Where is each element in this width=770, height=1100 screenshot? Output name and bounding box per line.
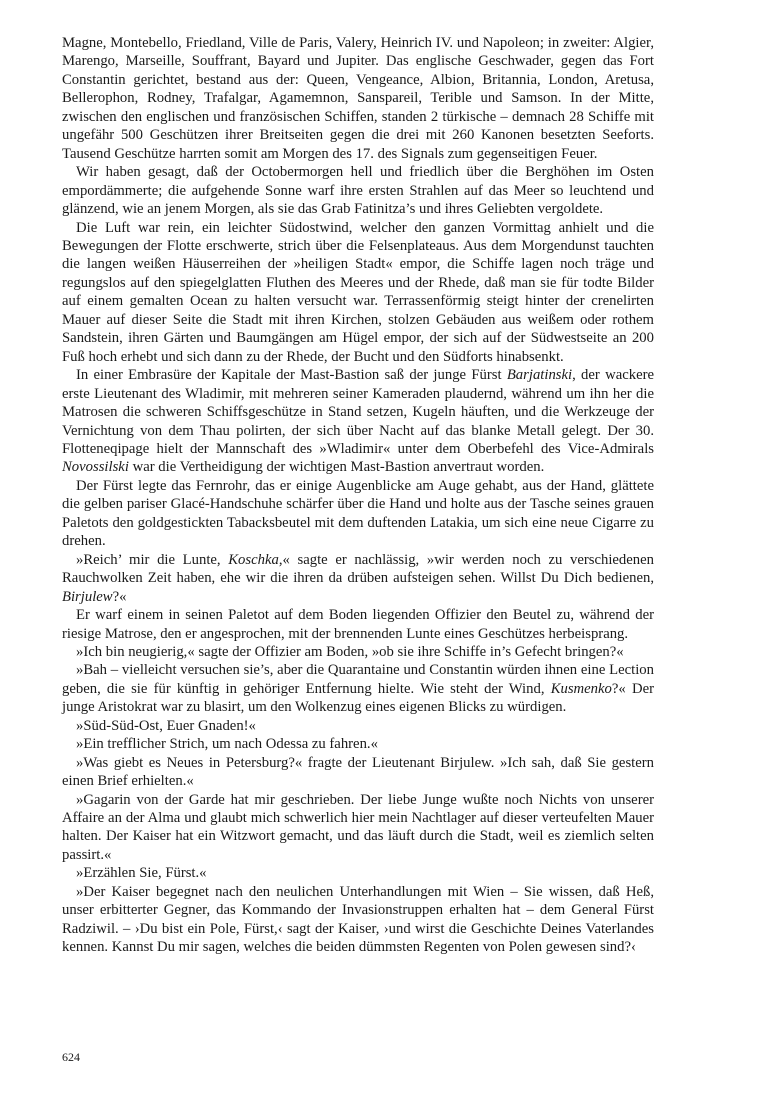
paragraph-fernrohr: Der Fürst legte das Fernrohr, das er einige Augenblicke am Auge gehabt, aus der Hand, glättete die gelben pariser Glacé-Handschuhe schärfer über die Hand und holte aus der Tasche seines grauen Paletots den goldgestickten Tabacksbeutel mit dem duftenden Latakia, um sich eine neue Cigarre zu drehen. <box>62 477 654 550</box>
text-run: ?« Der junge Aristokrat war zu blasirt, um den Wolkenzug eines eigenen Blicks zu würdigen. <box>62 680 654 716</box>
paragraph-october-morning: Wir haben gesagt, daß der Octobermorgen hell und friedlich über die Berghöhen im Osten empordämmerte; die aufgehende Sonne warf ihre ersten Strahlen auf das Meer so leuchtend und glänzend, wie an jenem Morgen, als sie das Grab Fatinitza’s und ihres Geliebten vergoldete. <box>62 164 654 218</box>
paragraph-kaiser: »Der Kaiser begegnet nach den neulichen Unterhandlungen mit Wien – Sie wissen, daß Heß, unser erbitterter Gegner, das Kommando der Invasionstruppen erhalten hat – dem General Fürst Radziwil. – ›Du bist ein Pole, Fürst,‹ sagt der Kaiser, ›und wirst die Geschichte Deines Vaterlandes kennen. Kannst Du mir sagen, welches die beiden dümmsten Regenten von Polen gewesen sind?‹ <box>62 883 654 956</box>
paragraph-mast-bastion <box>62 366 654 477</box>
paragraph-bah <box>62 661 654 716</box>
name-novossilski: Novossilski <box>62 459 129 476</box>
paragraph-lunte <box>62 551 654 606</box>
text-run: , der wackere erste Lieutenant des Wladimir, mit mehreren seiner Kameraden plaudernd, während um ihn her die Matrosen die schweren Schiffsgeschütze in Stand setzen, Kugeln häuften, und die Werkzeuge der Vernichtung von dem Thau polirten, der sich über Nacht auf das blanke Metall gelegt. Der 30. Flotteneqipage hielt der Mannschaft des »Wladimir« unter dem Oberbefehl des Vice-Admirals <box>62 367 655 457</box>
paragraph-fleet-list: Magne, Montebello, Friedland, Ville de Paris, Valery, Heinrich IV. und Napoleon; in zweiter: Algier, Marengo, Marseille, Souffrant, Bayard und Jupiter. Das englische Geschwader, gegen das Fort Constantin gerichtet, bestand aus der: Queen, Vengeance, Albion, Britannia, London, Aretusa, Bellerophon, Rodney, Trafalgar, Agamemnon, Sanspareil, Terible und Samson. In der Mitte, zwischen den englischen und französischen Schiffen, standen 2 türkische – demnach 28 Schiffe mit ungefähr 500 Geschützen ihrer Breitseiten gegen die drei mit 260 Kanonen besetzten Seeforts. Tausend Geschütze harrten somit am Morgen des 17. des Signals zum gegenseitigen Feuer. <box>62 35 654 162</box>
name-kusmenko: Kusmenko <box>550 680 612 697</box>
body-text <box>62 34 654 957</box>
text-run: ?« <box>112 588 127 605</box>
name-barjatinski: Barjatinski <box>506 367 573 384</box>
text-run: »Reich’ mir die Lunte, <box>76 551 229 568</box>
paragraph-neugierig: »Ich bin neugierig,« sagte der Offizier am Boden, »ob sie ihre Schiffe in’s Gefecht bringen?« <box>76 643 624 660</box>
name-koschka: Koschka <box>228 551 279 568</box>
paragraph-sued-sued-ost: »Süd-Süd-Ost, Euer Gnaden!« <box>76 717 256 734</box>
text-run: »Bah – vielleicht versuchen sie’s, aber die Quarantaine und Constantin würden ihnen eine Lection geben, die sie für künftig in gehöriger Entfernung hielte. Wie steht der Wind, <box>62 662 654 697</box>
paragraph-erzaehlen: »Erzählen Sie, Fürst.« <box>76 865 207 882</box>
page-content <box>62 34 654 957</box>
text-run: ,« sagte er nachlässig, »wir werden noch zu verschiedenen Rauchwolken Zeit haben, ehe wir die ihren da drüben aufsteigen sehen. Willst Du Dich bedienen, <box>62 551 654 587</box>
page-number: 624 <box>62 1050 80 1064</box>
paragraph-odessa: »Ein trefflicher Strich, um nach Odessa zu fahren.« <box>76 736 378 753</box>
paragraph-south-east-wind: Die Luft war rein, ein leichter Südostwind, welcher den ganzen Vormittag anhielt und die Bewegungen der Flotte erschwerte, strich über die Felsenplateaus. Aus dem Morgendunst tauchten die langen weißen Häuserreihen der »heiligen Stadt« empor, die Schiffe lagen noch träge und regungslos auf den spiegelglatten Fluthen des Meeres und der Rhede, daß man sie für todte Bilder auf einem gemalten Ocean zu halten versucht war. Terrassenförmig steigt hinter der crenelirten Mauer auf dieser Seite die Stadt mit ihren Kirchen, stolzen Gebäuden aus weißem oder rothem Sandstein, ihren Gärten und Baumgängen am Hügel empor, der sich auf der Südwestseite an 200 Fuß hoch erhebt und sich dann zu der Rhede, der Bucht und den Südforts hinabsenkt. <box>62 219 654 365</box>
paragraph-gagarin: »Gagarin von der Garde hat mir geschrieben. Der liebe Junge wußte noch Nichts von unserer Affaire an der Alma und glaubt mich schwerlich hier mein Nachtlager auf dieser verteufelten Mauer halten. Der Kaiser hat ein Witzwort gemacht, und das läuft durch die Stadt, weil es ziemlich selten passirt.« <box>62 791 654 863</box>
paragraph-beutel: Er warf einem in seinen Paletot auf dem Boden liegenden Offizier den Beutel zu, während der riesige Matrose, den er angesprochen, mit der brennenden Lunte eines Geschützes herbeisprang. <box>62 607 654 642</box>
name-birjulew: Birjulew <box>62 588 113 605</box>
text-run: war die Vertheidigung der wichtigen Mast-Bastion anvertraut worden. <box>128 459 545 476</box>
text-run: In einer Embrasüre der Kapitale der Mast-Bastion saß der junge Fürst <box>76 367 507 384</box>
paragraph-petersburg: »Was giebt es Neues in Petersburg?« fragte der Lieutenant Birjulew. »Ich sah, daß Sie gestern einen Brief erhielten.« <box>62 754 654 790</box>
